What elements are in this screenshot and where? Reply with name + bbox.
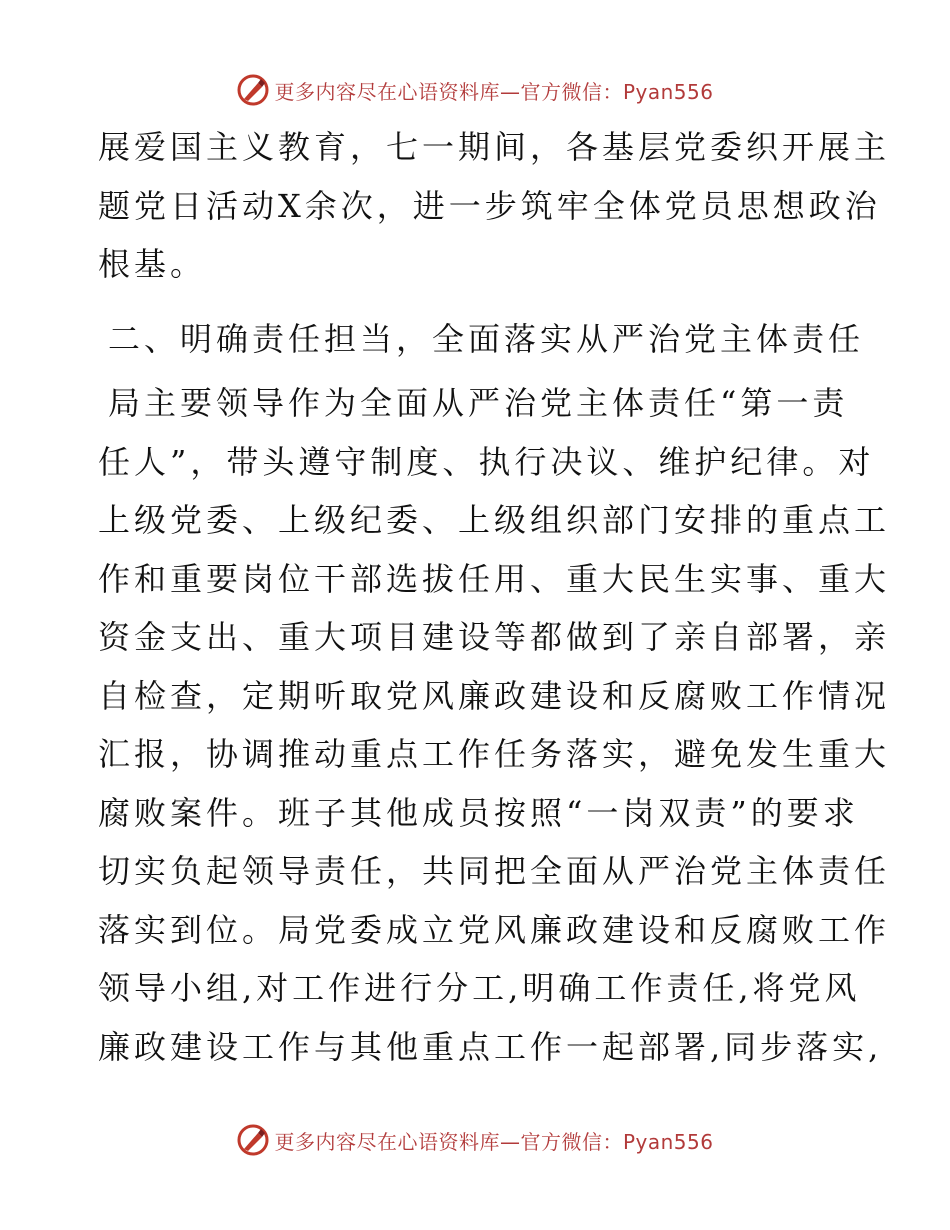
paragraph-line: 自检查，定期听取党风廉政建设和反腐败工作情况 [98,676,891,715]
paragraph-line: 切实负起领导责任，共同把全面从严治党主体责任 [98,852,891,890]
banner-text: 更多内容尽在心语资料库—官方微信：Pyan556 [274,79,714,104]
paragraph-line: 局主要领导作为全面从严治党主体责任“第一责 [108,384,849,422]
paragraph-line: 上级党委、上级纪委、上级组织部门安排的重点工 [98,501,891,539]
pen-logo-icon [236,73,270,107]
paragraph-line: 资金支出、重大项目建设等都做到了亲自部署，亲 [98,618,891,656]
paragraph-line: 汇报，协调推动重点工作任务落实，避免发生重大 [98,735,891,773]
document-body [98,118,891,1076]
paragraph-line: 领导小组,对工作进行分工,明确工作责任,将党风 [98,969,861,1007]
section-heading: 二、明确责任担当，全面落实从严治党主体责任 [108,319,865,358]
body-line: 展爱国主义教育，七一期间，各基层党委织开展主 [98,128,891,166]
banner-text: 更多内容尽在心语资料库—官方微信：Pyan556 [274,1129,714,1154]
paragraph-line: 落实到位。局党委成立党风廉政建设和反腐败工作 [98,910,891,949]
paragraph-line: 作和重要岗位干部选拔任用、重大民生实事、重大 [98,559,891,598]
paragraph-line: 廉政建设工作与其他重点工作一起部署,同步落实, [98,1027,883,1066]
paragraph-line: 任人”，带头遵守制度、执行决议、维护纪律。对 [98,442,875,481]
footer-watermark [0,1120,950,1160]
paragraph-line: 腐败案件。班子其他成员按照“一岗双责”的要求 [98,793,859,832]
pen-logo-icon [236,1123,270,1157]
body-line: 根基。 [98,245,207,283]
body-line: 题党日活动X余次，进一步筑牢全体党员思想政治 [98,186,881,225]
header-watermark [0,70,950,110]
